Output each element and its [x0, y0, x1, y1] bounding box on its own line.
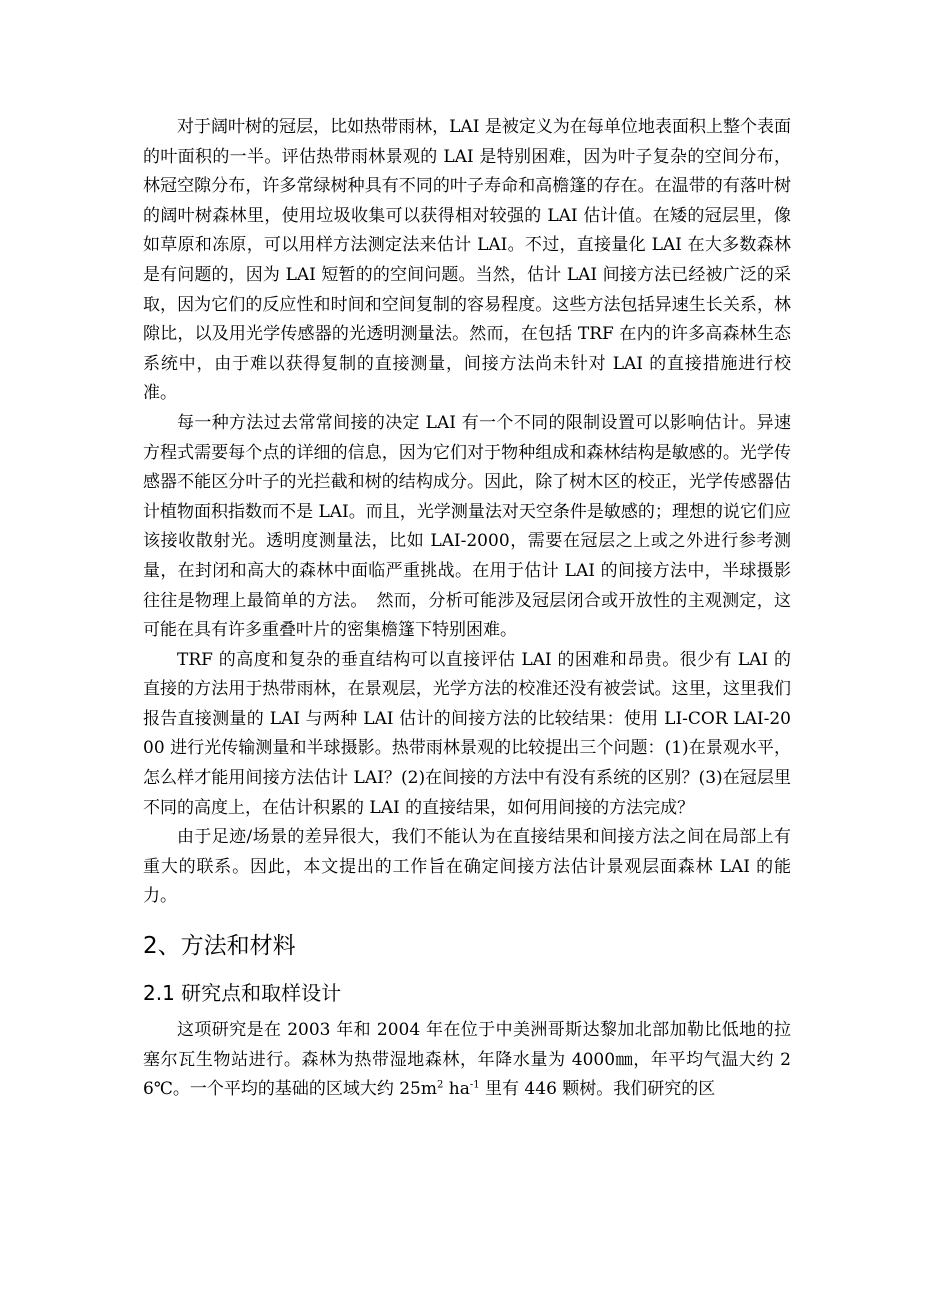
paragraph-trf-comparison: TRF 的高度和复杂的垂直结构可以直接评估 LAI 的困难和昂贵。很少有 LAI 的直接的方法用于热带雨林，在景观层，光学方法的校准还没有被尝试。这里，这里我们报告直接测量的 LAI 与两种 LAI 估计的间接方法的比较结果：使用 LI-COR LAI-2000 进行光传输测量和半球摄影。热带雨林景观的比较提出三个问题：(1)在景观水平，怎么样才能用间接方法估计 LAI？(2)在间接的方法中有没有系统的区别？(3)在冠层里不同的高度上，在估计积累的 LAI 的直接结果，如何用间接的方法完成？: [143, 649, 791, 818]
study-site-text-end: 里有 446 颗树。我们研究的区: [479, 1079, 716, 1100]
superscript-area-unit: 2: [437, 1079, 444, 1091]
section-heading-methods: 2、方法和材料: [143, 933, 296, 960]
document-page: [143, 113, 791, 1105]
paragraph-study-aim: 由于足迹/场景的差异很大，我们不能认为在直接结果和间接方法之间在局部上有重大的联系。因此，本文提出的工作旨在确定间接方法估计景观层面森林 LAI 的能力。: [143, 827, 791, 907]
paragraph-lai-definition: 对于阔叶树的冠层，比如热带雨林，LAI 是被定义为在每单位地表面积上整个表面的叶面积的一半。评估热带雨林景观的 LAI 是特别困难，因为叶子复杂的空间分布，林冠空隙分布，许多常绿树种具有不同的叶子寿命和高檐篷的存在。在温带的有落叶树的阔叶树森林里，使用垃圾收集可以获得相对较强的 LAI 估计值。在矮的冠层里，像如草原和冻原，可以用样方法测定法来估计 LAI。不过，直接量化 LAI 在大多数森林是有问题的，因为 LAI 短暂的的空间问题。当然，估计 LAI 间接方法已经被广泛的采取，因为它们的反应性和时间和空间复制的容易程度。这些方法包括异速生长关系，林隙比，以及用光学传感器的光透明测量法。然而，在包括 TRF 在内的许多高森林生态系统中，由于难以获得复制的直接测量，间接方法尚未针对 LAI 的直接措施进行校准。: [143, 117, 791, 404]
study-site-text-mid: ha: [443, 1079, 470, 1100]
subsection-heading-study-site: 2.1 研究点和取样设计: [143, 981, 342, 1006]
superscript-hectare-unit: -1: [469, 1079, 480, 1091]
paragraph-method-limitations: 每一种方法过去常常间接的决定 LAI 有一个不同的限制设置可以影响估计。异速方程式需要每个点的详细的信息，因为它们对于物种组成和森林结构是敏感的。光学传感器不能区分叶子的光拦截和树的结构成分。因此，除了树木区的校正，光学传感器估计植物面积指数而不是 LAI。而且，光学测量法对天空条件是敏感的；理想的说它们应该接收散射光。透明度测量法，比如 LAI-2000，需要在冠层之上或之外进行参考测量，在封闭和高大的森林中面临严重挑战。在用于估计 LAI 的间接方法中，半球摄影往往是物理上最简单的方法。 然而，分析可能涉及冠层闭合或开放性的主观测定，这可能在具有许多重叠叶片的密集檐篷下特别困难。: [143, 412, 791, 641]
study-site-text-start: 这项研究是在 2003 年和 2004 年在位于中美洲哥斯达黎加北部加勒比低地的拉塞尔瓦生物站进行。森林为热带湿地森林，年降水量为 4000㎜，年平均气温大约 26℃。一个平均的基础的区域大约 25m: [143, 1020, 791, 1100]
paragraph-study-site: [143, 1016, 791, 1105]
